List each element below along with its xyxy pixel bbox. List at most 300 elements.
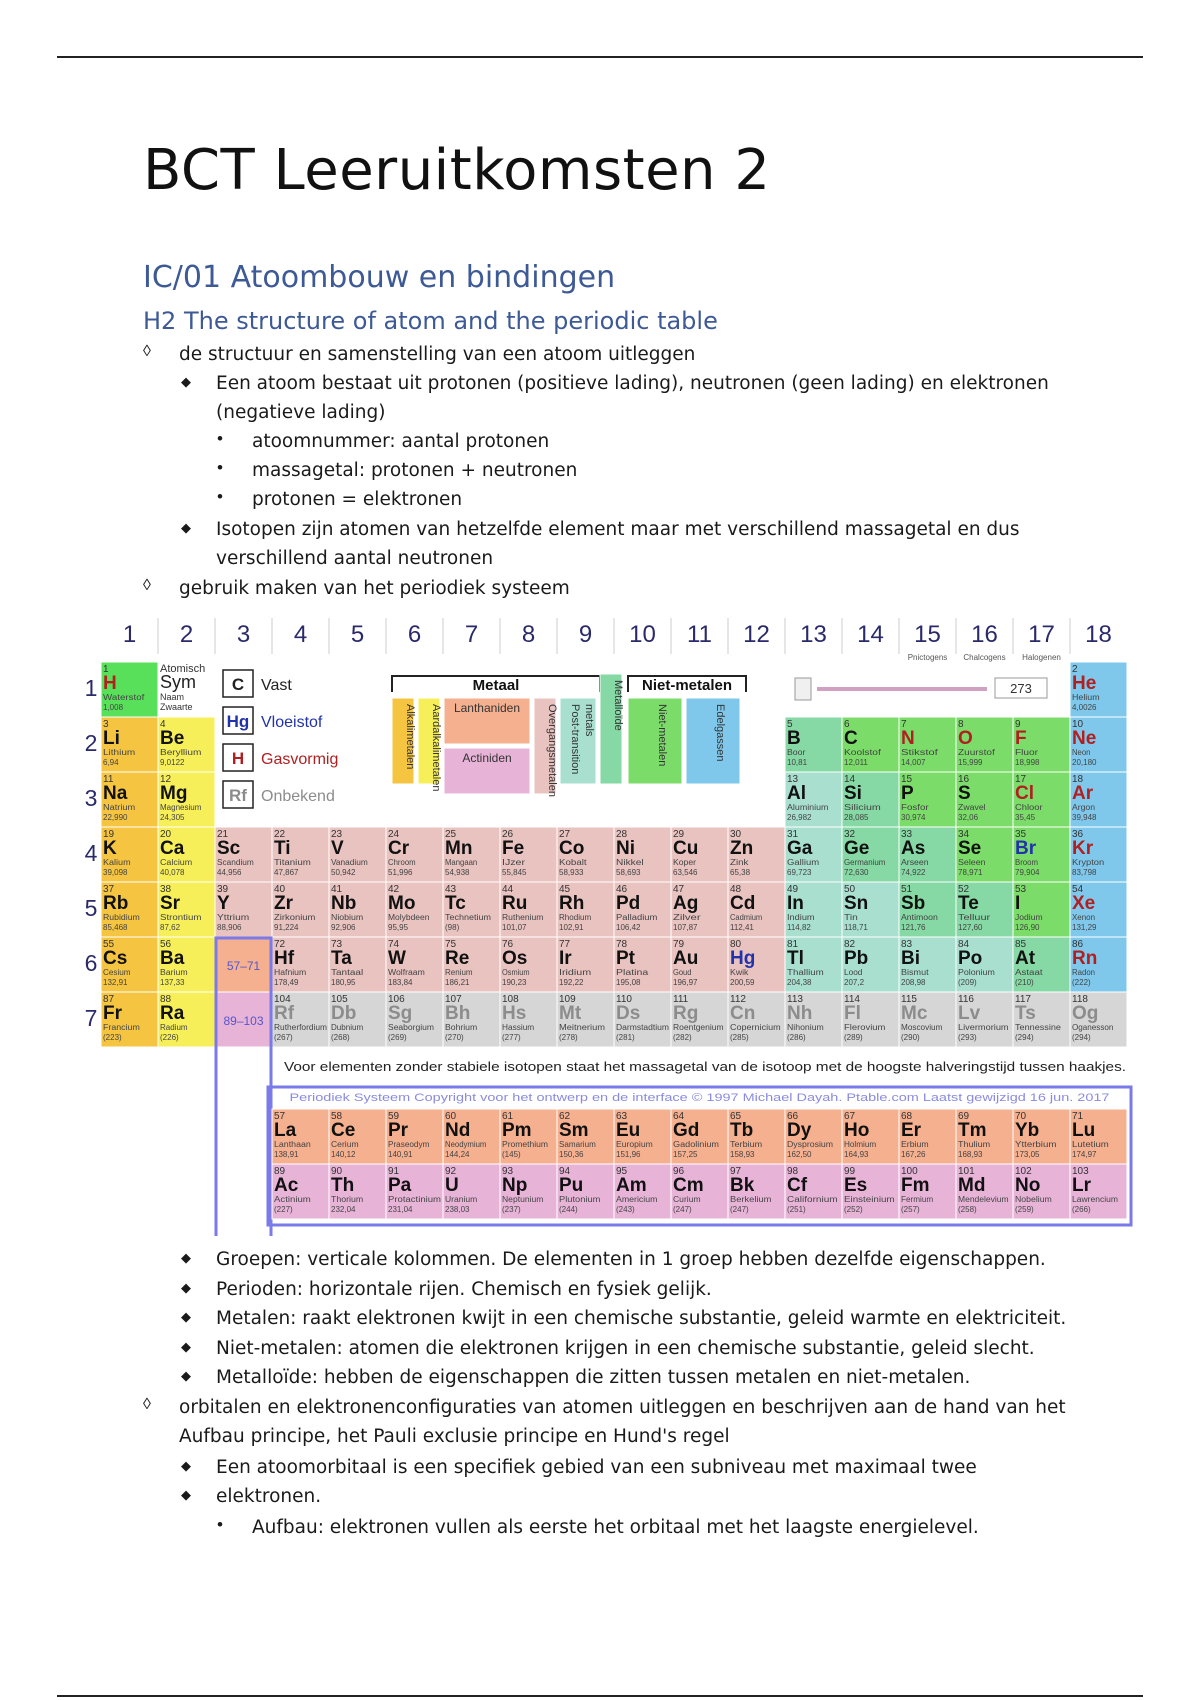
atomic-number: 1 — [103, 664, 109, 675]
atomic-number: 6 — [844, 719, 850, 730]
atomic-mass: 112,41 — [730, 923, 754, 932]
element-name: Europium — [616, 1140, 654, 1149]
element-name: Lithium — [103, 748, 136, 757]
element-name: Calcium — [160, 858, 193, 867]
atomic-number: 94 — [559, 1166, 571, 1177]
list-item: Metalen: raakt elektronen kwijt in een chemische substantie, geleid warmte en elektriciteit. — [216, 1308, 1067, 1329]
atomic-mass: (226) — [160, 1033, 179, 1042]
atomic-number: 14 — [844, 774, 856, 785]
element-symbol: Cm — [673, 1175, 704, 1196]
atomic-number: 39 — [217, 884, 229, 895]
element-symbol: Rg — [673, 1003, 699, 1024]
element-symbol: Rn — [1072, 948, 1098, 969]
group-caption: Pnictogens — [907, 653, 948, 662]
diamond-bullet-icon: ◆ — [181, 1309, 191, 1324]
legend-noble-label: Edelgassen — [714, 704, 726, 762]
element-name: Boor — [787, 748, 806, 757]
atomic-mass: 151,96 — [616, 1150, 641, 1159]
element-name: Neon — [1072, 748, 1091, 757]
atomic-mass: 118,71 — [844, 923, 868, 932]
atomic-number: 75 — [445, 939, 457, 950]
element-symbol: La — [274, 1120, 297, 1141]
atomic-mass: 200,59 — [730, 978, 755, 987]
element-symbol: Yb — [1015, 1120, 1040, 1141]
atomic-number: 34 — [958, 829, 970, 840]
list-item: massagetal: protonen + neutronen — [252, 460, 578, 481]
atomic-number: 110 — [616, 994, 632, 1005]
atomic-number: 19 — [103, 829, 115, 840]
group-number: 14 — [857, 621, 884, 648]
atomic-number: 64 — [673, 1111, 685, 1122]
atomic-mass: 55,845 — [502, 868, 527, 877]
atomic-number: 107 — [445, 994, 462, 1005]
atomic-mass: (278) — [559, 1033, 578, 1042]
element-name: Uranium — [445, 1195, 478, 1204]
element-symbol: Cr — [388, 838, 410, 859]
state-symbol: Hg — [226, 712, 250, 731]
element-symbol: Li — [103, 728, 120, 749]
list-item: Niet-metalen: atomen die elektronen krijgen in een chemische substantie, geleid slecht. — [216, 1338, 1035, 1359]
element-name: Platina — [616, 968, 649, 977]
element-name: Rutherfordium — [274, 1023, 328, 1032]
legend-metalloid-label: Metalloïde — [612, 680, 624, 731]
element-name: Darmstadtium — [616, 1023, 670, 1032]
atomic-mass: 87,62 — [160, 923, 181, 932]
element-name: Molybdeen — [388, 913, 430, 922]
key-weight-label: Zwaarte — [160, 702, 193, 712]
element-symbol: Md — [958, 1175, 986, 1196]
atomic-number: 117 — [1015, 994, 1031, 1005]
atomic-mass: 207,2 — [844, 978, 865, 987]
atomic-number: 47 — [673, 884, 685, 895]
element-name: Telluur — [958, 913, 991, 922]
element-name: Californium — [787, 1195, 839, 1204]
diamond-bullet-icon: ◊ — [143, 577, 151, 594]
element-name: Tennessine — [1015, 1023, 1062, 1032]
atomic-number: 72 — [274, 939, 286, 950]
element-name: Thorium — [331, 1195, 364, 1204]
atomic-mass: 39,098 — [103, 868, 128, 877]
atomic-number: 51 — [901, 884, 913, 895]
element-name: Radon — [1072, 968, 1095, 977]
list-item: Perioden: horizontale rijen. Chemisch en fysiek gelijk. — [216, 1279, 712, 1300]
state-label: Gasvormig — [261, 751, 339, 768]
atomic-number: 12 — [160, 774, 172, 785]
atomic-number: 5 — [787, 719, 793, 730]
diamond-bullet-icon: ◊ — [143, 343, 151, 360]
element-symbol: Zr — [274, 893, 293, 914]
atomic-number: 113 — [787, 994, 803, 1005]
element-symbol: At — [1015, 948, 1036, 969]
element-symbol: In — [787, 893, 804, 914]
element-name: Arseen — [901, 858, 929, 867]
list-item: Metalloïde: hebben de eigenschappen die zitten tussen metalen en niet-metalen. — [216, 1367, 971, 1388]
element-symbol: O — [958, 728, 973, 749]
atomic-number: 83 — [901, 939, 913, 950]
atomic-mass: (268) — [331, 1033, 350, 1042]
atomic-mass: 1,008 — [103, 703, 124, 712]
atomic-mass: 12,011 — [844, 758, 868, 767]
element-symbol: Cn — [730, 1003, 756, 1024]
atomic-number: 86 — [1072, 939, 1084, 950]
atomic-number: 69 — [958, 1111, 970, 1122]
atomic-number: 115 — [901, 994, 917, 1005]
atomic-mass: 58,933 — [559, 868, 584, 877]
atomic-mass: 6,94 — [103, 758, 119, 767]
legend-lanthaniden: Lanthaniden — [453, 701, 521, 715]
atomic-number: 38 — [160, 884, 172, 895]
element-symbol: Sg — [388, 1003, 413, 1024]
atomic-mass: 32,06 — [958, 813, 979, 822]
atomic-mass: 114,82 — [787, 923, 811, 932]
atomic-number: 92 — [445, 1166, 457, 1177]
element-symbol: Ti — [274, 838, 291, 859]
element-name: Roentgenium — [673, 1023, 724, 1032]
atomic-number: 87 — [103, 994, 115, 1005]
atomic-mass: (289) — [844, 1033, 863, 1042]
periodic-table-svg — [82, 614, 1140, 1236]
list-item: gebruik maken van het periodiek systeem — [179, 578, 570, 599]
atomic-mass: 106,42 — [616, 923, 641, 932]
legend-transition-label: Overgangsmetalen — [546, 704, 558, 797]
element-name: Kobalt — [559, 858, 588, 867]
element-symbol: Rb — [103, 893, 129, 914]
element-name: Ruthenium — [502, 913, 544, 922]
atomic-mass: (277) — [502, 1033, 521, 1042]
element-symbol: C — [844, 728, 858, 749]
atomic-number: 61 — [502, 1111, 514, 1122]
element-name: Chloor — [1015, 803, 1043, 812]
element-symbol: No — [1015, 1175, 1041, 1196]
element-symbol: Ce — [331, 1120, 356, 1141]
atomic-number: 89 — [274, 1166, 286, 1177]
element-symbol: Gd — [673, 1120, 700, 1141]
element-symbol: Th — [331, 1175, 355, 1196]
atomic-number: 30 — [730, 829, 742, 840]
atomic-number: 41 — [331, 884, 343, 895]
diamond-bullet-icon: ◊ — [143, 1396, 151, 1413]
element-name: Polonium — [958, 968, 996, 977]
element-name: Promethium — [502, 1140, 549, 1149]
atomic-number: 35 — [1015, 829, 1027, 840]
atomic-number: 32 — [844, 829, 856, 840]
element-symbol: N — [901, 728, 915, 749]
atomic-number: 66 — [787, 1111, 799, 1122]
element-name: Natrium — [103, 803, 136, 812]
temperature-value: 273 — [1010, 681, 1032, 696]
atomic-mass: 74,922 — [901, 868, 926, 877]
element-symbol: Lr — [1072, 1175, 1091, 1196]
diamond-bullet-icon: ◆ — [181, 374, 191, 389]
element-symbol: Se — [958, 838, 982, 859]
element-name: Terbium — [730, 1140, 763, 1149]
element-symbol: Pr — [388, 1120, 409, 1141]
element-symbol: Cu — [673, 838, 699, 859]
element-name: Silicium — [844, 803, 882, 812]
bottom-rule — [57, 1695, 1143, 1697]
atomic-mass: 28,085 — [844, 813, 869, 822]
atomic-mass: (223) — [103, 1033, 122, 1042]
element-name: Francium — [103, 1023, 141, 1032]
element-name: Antimoon — [901, 913, 938, 922]
element-symbol: Mc — [901, 1003, 928, 1024]
atomic-mass: (227) — [274, 1205, 293, 1214]
element-name: Argon — [1072, 803, 1095, 812]
state-symbol: H — [231, 749, 245, 768]
element-symbol: Sn — [844, 893, 869, 914]
element-symbol: Au — [673, 948, 699, 969]
element-symbol: Cs — [103, 948, 128, 969]
atomic-number: 67 — [844, 1111, 856, 1122]
element-name: Cesium — [103, 968, 131, 977]
diamond-bullet-icon: ◆ — [181, 1458, 191, 1473]
state-label: Vast — [261, 677, 292, 694]
atomic-mass: (252) — [844, 1205, 863, 1214]
atomic-mass: 14,007 — [901, 758, 926, 767]
atomic-mass: 232,04 — [331, 1205, 356, 1214]
element-symbol: Ta — [331, 948, 352, 969]
element-name: Chroom — [388, 858, 416, 867]
element-symbol: Lu — [1072, 1120, 1096, 1141]
atomic-mass: 4,0026 — [1072, 703, 1097, 712]
dot-bullet-icon: • — [217, 1515, 223, 1534]
atomic-number: 77 — [559, 939, 571, 950]
element-name: Strontium — [160, 913, 202, 922]
element-name: Meitnerium — [559, 1023, 606, 1032]
atomic-number: 116 — [958, 994, 974, 1005]
element-symbol: Pu — [559, 1175, 584, 1196]
atomic-number: 101 — [958, 1166, 975, 1177]
atomic-number: 84 — [958, 939, 970, 950]
atomic-mass: 231,04 — [388, 1205, 413, 1214]
atomic-mass: 208,98 — [901, 978, 926, 987]
atomic-mass: 39,948 — [1072, 813, 1097, 822]
atomic-number: 88 — [160, 994, 172, 1005]
atomic-number: 9 — [1015, 719, 1021, 730]
element-name: Germanium — [844, 858, 886, 867]
group-number: 15 — [914, 621, 941, 648]
atomic-number: 62 — [559, 1111, 571, 1122]
atomic-mass: 26,982 — [787, 813, 812, 822]
element-symbol: Y — [217, 893, 230, 914]
element-symbol: Ra — [160, 1003, 185, 1024]
element-symbol: Bk — [730, 1175, 755, 1196]
atomic-number: 105 — [331, 994, 348, 1005]
element-name: Waterstof — [103, 693, 146, 702]
element-symbol: Am — [616, 1175, 647, 1196]
periodic-table-figure — [82, 614, 1140, 1236]
atomic-number: 100 — [901, 1166, 918, 1177]
legend-noble-swatch — [686, 698, 740, 784]
element-name: Hassium — [502, 1023, 535, 1032]
period-number: 5 — [84, 895, 98, 921]
element-name: Holmium — [844, 1140, 877, 1149]
copyright-text: Periodiek Systeem Copyright voor het ontwerp en de interface © 1997 Michael Dayah. Ptable.com Laatst gewijzigd 16 jun. 2017 — [289, 1092, 1110, 1104]
legend-alkaline-label: Aardalkalimetalen — [430, 704, 442, 792]
element-name: Curium — [673, 1195, 701, 1204]
atomic-number: 15 — [901, 774, 913, 785]
element-name: Praseodym — [388, 1140, 430, 1149]
atomic-number: 111 — [673, 994, 689, 1005]
atomic-number: 24 — [388, 829, 400, 840]
element-symbol: Tl — [787, 948, 804, 969]
atomic-mass: 132,91 — [103, 978, 128, 987]
element-symbol: Ho — [844, 1120, 870, 1141]
atomic-mass: 168,93 — [958, 1150, 983, 1159]
state-label: Vloeistof — [261, 714, 323, 731]
atomic-number: 78 — [616, 939, 628, 950]
group-number: 12 — [743, 621, 770, 648]
legend-niet-metalen: Niet-metalen — [641, 677, 733, 694]
atomic-mass: (294) — [1015, 1033, 1034, 1042]
atomic-mass: (145) — [502, 1150, 521, 1159]
element-name: Zuurstof — [958, 748, 996, 757]
element-name: Tantaal — [331, 968, 364, 977]
element-name: Wolfraam — [388, 968, 426, 977]
element-symbol: Ge — [844, 838, 870, 859]
list-item: elektronen. — [216, 1486, 322, 1507]
element-name: Cerium — [331, 1140, 359, 1149]
element-symbol: Al — [787, 783, 806, 804]
diamond-bullet-icon: ◆ — [181, 520, 191, 535]
element-name: Zink — [730, 858, 750, 867]
atomic-number: 4 — [160, 719, 166, 730]
element-symbol: K — [103, 838, 117, 859]
element-name: Fosfor — [901, 803, 930, 812]
element-name: Plutonium — [559, 1195, 601, 1204]
atomic-mass: 138,91 — [274, 1150, 299, 1159]
atomic-number: 91 — [388, 1166, 400, 1177]
atomic-mass: (285) — [730, 1033, 749, 1042]
element-symbol: Bh — [445, 1003, 471, 1024]
element-name: Mangaan — [445, 858, 478, 867]
element-symbol: Hs — [502, 1003, 527, 1024]
element-symbol: Ds — [616, 1003, 641, 1024]
atomic-mass: 140,91 — [388, 1150, 413, 1159]
atomic-mass: 180,95 — [331, 978, 356, 987]
element-name: Broom — [1015, 858, 1039, 867]
element-name: Goud — [673, 968, 692, 977]
atomic-mass: 157,25 — [673, 1150, 698, 1159]
atomic-number: 90 — [331, 1166, 343, 1177]
atomic-number: 103 — [1072, 1166, 1089, 1177]
element-name: Tin — [844, 913, 858, 922]
atomic-mass: 164,93 — [844, 1150, 869, 1159]
atomic-mass: 137,33 — [160, 978, 185, 987]
atomic-number: 45 — [559, 884, 571, 895]
element-name: Einsteinium — [844, 1195, 896, 1204]
atomic-number: 53 — [1015, 884, 1027, 895]
atomic-mass: (247) — [730, 1205, 749, 1214]
period-number: 1 — [84, 675, 98, 701]
atomic-mass: 127,60 — [958, 923, 983, 932]
element-name: Vanadium — [331, 858, 369, 867]
atomic-number: 68 — [901, 1111, 913, 1122]
atomic-mass: 35,45 — [1015, 813, 1036, 822]
atomic-mass: 88,906 — [217, 923, 242, 932]
group-number: 7 — [464, 621, 479, 648]
element-name: Palladium — [616, 913, 658, 922]
legend-metaal: Metaal — [472, 677, 520, 694]
atomic-number: 74 — [388, 939, 400, 950]
element-name: Bismut — [901, 968, 930, 977]
atomic-number: 2 — [1072, 664, 1078, 675]
list-item: Aufbau: elektronen vullen als eerste het orbitaal met het laagste energielevel. — [252, 1517, 979, 1538]
diamond-bullet-icon: ◆ — [181, 1250, 191, 1265]
group-number: 3 — [236, 621, 251, 648]
element-name: Rubidium — [103, 913, 141, 922]
legend-post-label-2: metals — [583, 704, 595, 737]
atomic-number: 52 — [958, 884, 970, 895]
atomic-mass: 15,999 — [958, 758, 983, 767]
element-name: Lawrencium — [1072, 1195, 1119, 1204]
element-symbol: F — [1015, 728, 1027, 749]
element-symbol: Ir — [559, 948, 572, 969]
legend-nonmetal-swatch — [628, 698, 682, 784]
temperature-slider-handle — [795, 678, 811, 700]
element-name: Seaborgium — [388, 1023, 435, 1032]
element-symbol: Eu — [616, 1120, 641, 1141]
atomic-mass: 9,0122 — [160, 758, 185, 767]
element-symbol: Ts — [1015, 1003, 1036, 1024]
atomic-number: 65 — [730, 1111, 742, 1122]
element-name: Astaat — [1015, 968, 1044, 977]
element-symbol: Po — [958, 948, 983, 969]
element-name: Iridium — [559, 968, 592, 977]
atomic-number: 60 — [445, 1111, 457, 1122]
dot-bullet-icon: • — [217, 458, 223, 477]
atomic-mass: 58,693 — [616, 868, 641, 877]
atomic-mass: 158,93 — [730, 1150, 755, 1159]
atomic-number: 93 — [502, 1166, 514, 1177]
atomic-number: 42 — [388, 884, 400, 895]
atomic-mass: (267) — [274, 1033, 293, 1042]
state-symbol: Rf — [229, 786, 247, 805]
element-name: Renium — [445, 968, 473, 977]
state-label: Onbekend — [261, 788, 335, 805]
element-name: Livermorium — [958, 1023, 1009, 1032]
key-atomic-label: Atomisch — [160, 663, 206, 675]
group-number: 8 — [521, 621, 536, 648]
atomic-number: 70 — [1015, 1111, 1027, 1122]
atomic-mass: 63,546 — [673, 868, 698, 877]
group-number: 18 — [1085, 621, 1112, 648]
element-name: Beryllium — [160, 748, 202, 757]
element-symbol: Nh — [787, 1003, 813, 1024]
element-name: Thallium — [787, 968, 825, 977]
atomic-number: 11 — [103, 774, 114, 785]
atomic-mass: 192,22 — [559, 978, 584, 987]
atomic-mass: 50,942 — [331, 868, 356, 877]
element-name: Mendelevium — [958, 1195, 1009, 1204]
legend-post-label: Post-transition — [569, 704, 581, 775]
atomic-number: 58 — [331, 1111, 343, 1122]
atomic-mass: (237) — [502, 1205, 521, 1214]
element-name: Titanium — [274, 858, 312, 867]
group-number: 6 — [407, 621, 422, 648]
element-symbol: Nd — [445, 1120, 471, 1141]
list-item-continuation: verschillend aantal neutronen — [216, 548, 494, 569]
element-symbol: Rf — [274, 1003, 295, 1024]
element-symbol: As — [901, 838, 926, 859]
atomic-number: 80 — [730, 939, 742, 950]
atomic-mass: (281) — [616, 1033, 635, 1042]
element-name: Erbium — [901, 1140, 929, 1149]
element-name: Zilver — [673, 913, 702, 922]
list-item: Isotopen zijn atomen van hetzelfde element maar met verschillend massagetal en dus — [216, 519, 1020, 540]
group-number: 5 — [350, 621, 365, 648]
atomic-mass: (257) — [901, 1205, 920, 1214]
